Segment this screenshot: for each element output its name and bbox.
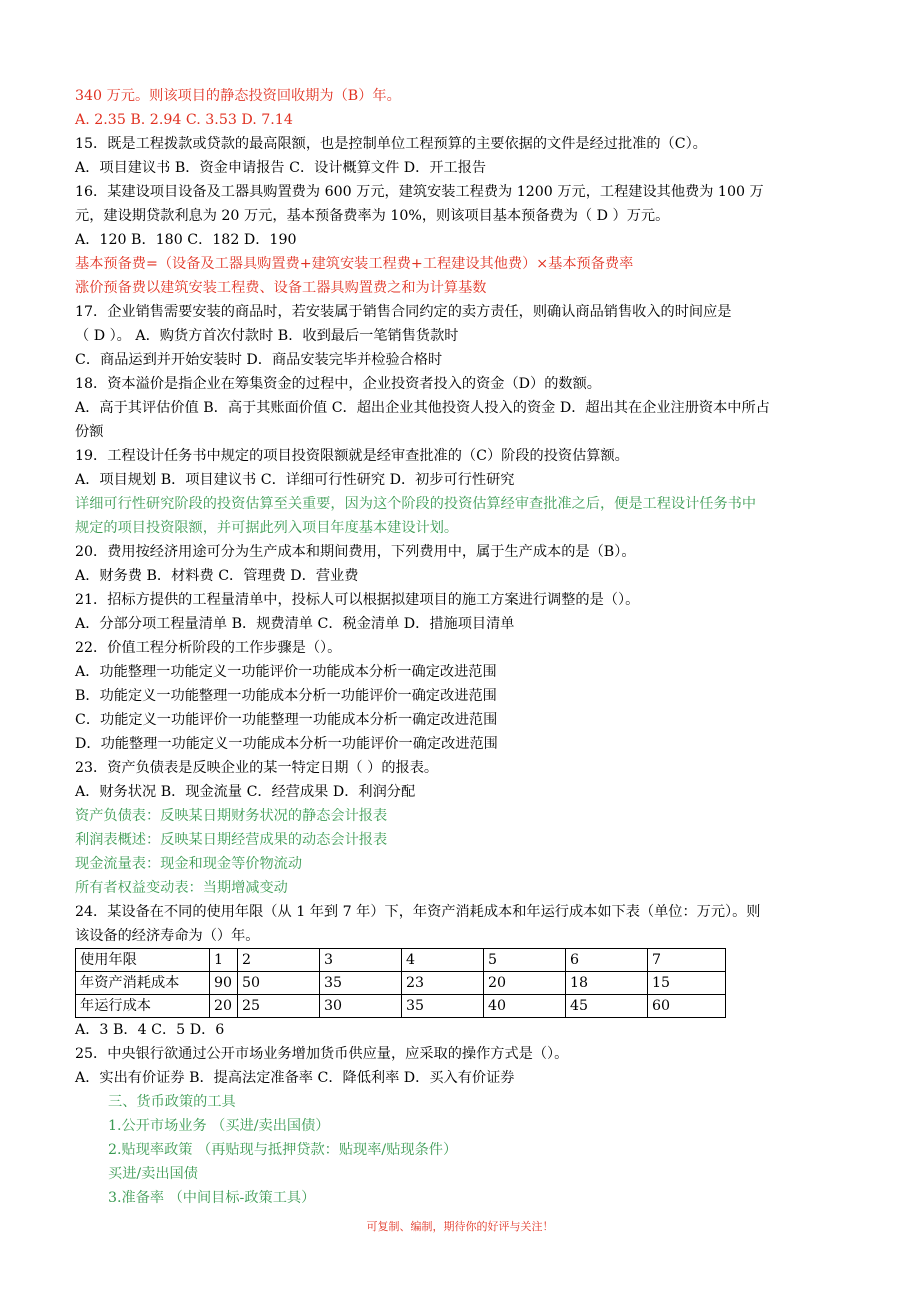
- table-cell: 6: [566, 949, 648, 972]
- table-row: [76, 972, 726, 995]
- text-line: 资产负债表：反映某日期财务状况的静态会计报表: [75, 808, 388, 824]
- table-cell: 7: [648, 949, 726, 972]
- text-line: A．财务费 B．材料费 C．管理费 D．营业费: [75, 568, 359, 584]
- text-line: 18．资本溢价是指企业在筹集资金的过程中，企业投资者投入的资金（D）的数额。: [75, 376, 601, 392]
- table-cell: 3: [320, 949, 402, 972]
- text-line: B．功能定义一功能整理一功能成本分析一功能评价一确定改进范围: [75, 688, 497, 704]
- text-line: 23．资产负债表是反映企业的某一特定日期（ ）的报表。: [75, 760, 439, 776]
- text-line: 340 万元。则该项目的静态投资回收期为（B）年。: [75, 88, 401, 104]
- text-line: A. 2.35 B. 2.94 C. 3.53 D. 7.14: [75, 112, 293, 128]
- text-line: 该设备的经济寿命为（）年。: [75, 928, 260, 944]
- text-line: 规定的项目投资限额，并可据此列入项目年度基本建设计划。: [75, 520, 459, 536]
- text-line: A．项目规划 B．项目建议书 C．详细可行性研究 D．初步可行性研究: [75, 472, 515, 488]
- text-line: 元，建设期贷款利息为 20 万元，基本预备费率为 10%，则该项目基本预备费为（ D ）万元。: [75, 208, 670, 224]
- text-line: A．财务状况 B．现金流量 C．经营成果 D．利润分配: [75, 784, 416, 800]
- text-line: 涨价预备费以建筑安装工程费、设备工器具购置费之和为计算基数: [75, 280, 487, 296]
- text-line: 22．价值工程分析阶段的工作步骤是（）。: [75, 640, 342, 656]
- text-line: 现金流量表：现金和现金等价物流动: [75, 856, 303, 872]
- table-cell: 30: [320, 995, 402, 1018]
- text-line: （ D ）。 A．购货方首次付款时 B．收到最后一笔销售货款时: [75, 328, 459, 344]
- table-cell: 45: [566, 995, 648, 1018]
- text-line: 25．中央银行欲通过公开市场业务增加货币供应量，应采取的操作方式是（）。: [75, 1046, 569, 1062]
- table-cell: 20: [210, 995, 238, 1018]
- cost-table: [75, 948, 726, 1018]
- table-row: [76, 995, 726, 1018]
- table-cell: 35: [320, 972, 402, 995]
- text-line: A．3 B．4 C．5 D．6: [75, 1022, 225, 1038]
- text-line: 3.准备率 （中间目标-政策工具）: [108, 1190, 316, 1206]
- text-line: A．高于其评估价值 B．高于其账面价值 C．超出企业其他投资人投入的资金 D．超出其在企业注册资本中所占: [75, 400, 770, 416]
- text-line: 17．企业销售需要安装的商品时，若安装属于销售合同约定的卖方责任，则确认商品销售收入的时间应是: [75, 304, 732, 320]
- table-cell: 35: [402, 995, 484, 1018]
- table-cell: 90: [210, 972, 238, 995]
- text-line: 2.贴现率政策 （再贴现与抵押贷款：贴现率/贴现条件）: [108, 1142, 458, 1158]
- text-line: C．商品运到并开始安装时 D．商品安装完毕并检验合格时: [75, 352, 443, 368]
- text-line: 19．工程设计任务书中规定的项目投资限额就是经审查批准的（C）阶段的投资估算额。: [75, 448, 629, 464]
- text-line: 详细可行性研究阶段的投资估算至关重要，因为这个阶段的投资估算经审查批准之后，便是工程设计任务书中: [75, 496, 757, 512]
- text-line: 1.公开市场业务 （买进/卖出国债）: [108, 1118, 330, 1134]
- table-cell: 15: [648, 972, 726, 995]
- table-cell: 4: [402, 949, 484, 972]
- text-line: 基本预备费=（设备及工器具购置费+建筑安装工程费+工程建设其他费）×基本预备费率: [75, 256, 634, 272]
- table-cell: 18: [566, 972, 648, 995]
- table-cell: 5: [484, 949, 566, 972]
- text-line: 三、货币政策的工具: [108, 1094, 236, 1110]
- text-line: 买进/卖出国债: [108, 1166, 198, 1182]
- text-line: D．功能整理一功能定义一功能成本分析一功能评价一确定改进范围: [75, 736, 498, 752]
- document-body: [75, 84, 865, 1210]
- table-cell: 20: [484, 972, 566, 995]
- text-line: 24．某设备在不同的使用年限（从 1 年到 7 年）下，年资产消耗成本和年运行成本如下表（单位：万元）。则: [75, 904, 761, 920]
- text-line: 21．招标方提供的工程量清单中，投标人可以根据拟建项目的施工方案进行调整的是（）。: [75, 592, 640, 608]
- text-line: 所有者权益变动表：当期增减变动: [75, 880, 288, 896]
- table-cell: 23: [402, 972, 484, 995]
- text-line: A．功能整理一功能定义一功能评价一功能成本分析一确定改进范围: [75, 664, 497, 680]
- text-line: 15．既是工程拨款或贷款的最高限额，也是控制单位工程预算的主要依据的文件是经过批准的（C）。: [75, 136, 707, 152]
- table-cell: 25: [238, 995, 320, 1018]
- table-cell: 40: [484, 995, 566, 1018]
- text-line: C．功能定义一功能评价一功能整理一功能成本分析一确定改进范围: [75, 712, 498, 728]
- text-line: 20．费用按经济用途可分为生产成本和期间费用，下列费用中，属于生产成本的是（B）。: [75, 544, 636, 560]
- table-row-header: 使用年限: [76, 949, 210, 972]
- table-cell: 1: [210, 949, 238, 972]
- question-block-b: [75, 1018, 865, 1210]
- table-cell: 60: [648, 995, 726, 1018]
- question-block-a: [75, 84, 865, 948]
- table-row-header: 年运行成本: [76, 995, 210, 1018]
- text-line: A．120 B．180 C．182 D．190: [75, 232, 297, 248]
- text-line: 份额: [75, 424, 104, 440]
- text-line: 16．某建设项目设备及工器具购置费为 600 万元，建筑安装工程费为 1200 万元，工程建设其他费为 100 万: [75, 184, 764, 200]
- text-line: 利润表概述：反映某日期经营成果的动态会计报表: [75, 832, 388, 848]
- text-line: A．分部分项工程量清单 B．规费清单 C．税金清单 D．措施项目清单: [75, 616, 515, 632]
- page-footer: 可复制、编制，期待你的好评与关注！: [366, 1220, 554, 1233]
- table-row: [76, 949, 726, 972]
- table-cell: 50: [238, 972, 320, 995]
- text-line: A．项目建议书 B．资金申请报告 C．设计概算文件 D．开工报告: [75, 160, 487, 176]
- table-cell: 2: [238, 949, 320, 972]
- table-row-header: 年资产消耗成本: [76, 972, 210, 995]
- text-line: A．实出有价证券 B．提高法定准备率 C．降低利率 D．买入有价证券: [75, 1070, 515, 1086]
